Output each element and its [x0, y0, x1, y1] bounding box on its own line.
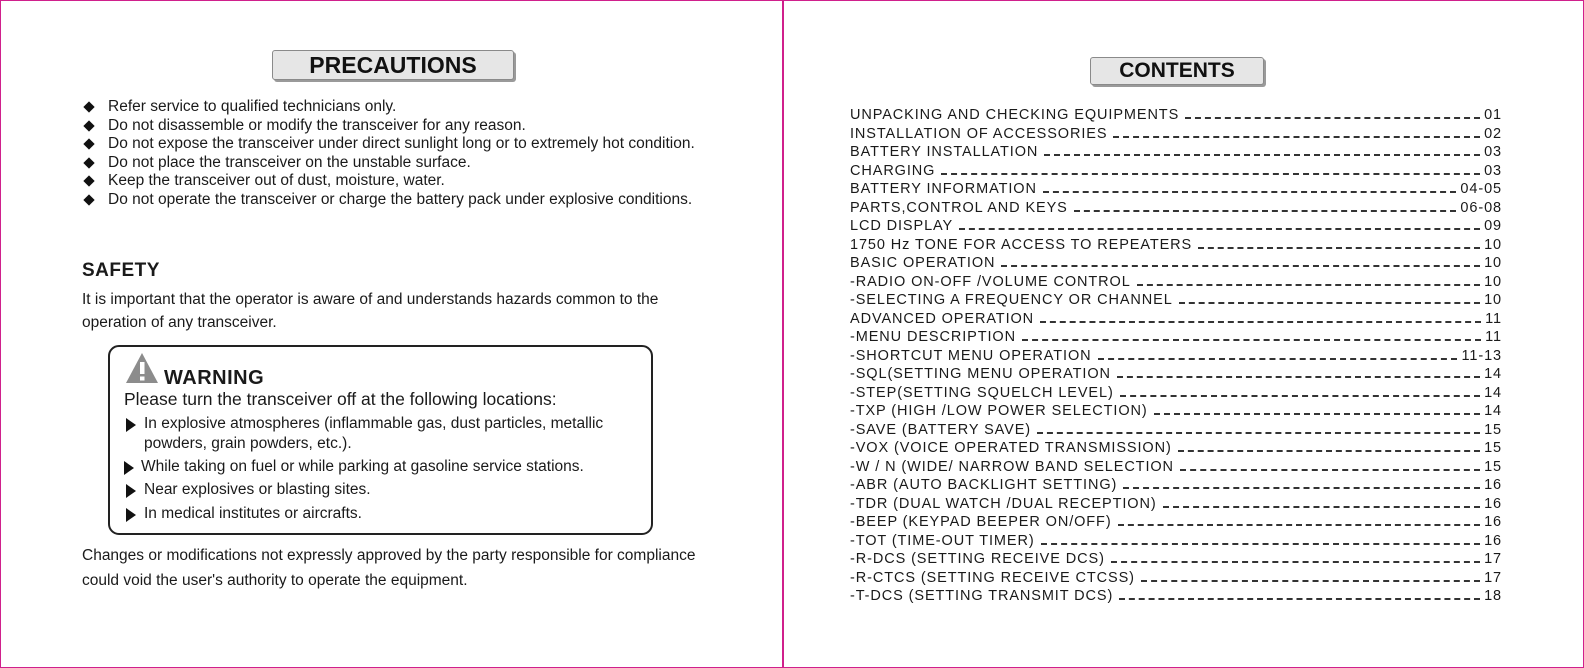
toc-entry-title: CHARGING — [850, 162, 936, 179]
toc-entry-page: 10 — [1484, 236, 1502, 253]
diamond-bullet-icon — [83, 194, 94, 205]
toc-entry — [850, 496, 1502, 515]
toc-entry-page: 10 — [1484, 292, 1502, 308]
toc-entry-page: 16 — [1484, 514, 1502, 530]
toc-entry-page: 14 — [1484, 366, 1502, 382]
toc-entry — [850, 533, 1502, 552]
toc-entry — [850, 403, 1502, 422]
toc-entry — [850, 440, 1502, 459]
toc-entry-title: -TOT (TIME-OUT TIMER) — [850, 532, 1035, 549]
safety-heading: SAFETY — [82, 260, 160, 281]
right-page — [784, 0, 1584, 668]
precautions-title: PRECAUTIONS — [272, 50, 514, 80]
triangle-bullet-icon — [126, 484, 136, 498]
toc-entry-title: ADVANCED OPERATION — [850, 310, 1035, 327]
left-page — [0, 0, 782, 668]
toc-entry — [850, 477, 1502, 496]
toc-entry-title: -TXP (HIGH /LOW POWER SELECTION) — [850, 403, 1148, 419]
list-item: Do not place the transceiver on the unstable surface. — [82, 154, 722, 173]
diamond-bullet-icon — [83, 175, 94, 186]
toc-entry-title: -BEEP (KEYPAD BEEPER ON/OFF) — [850, 514, 1112, 530]
toc-entry — [850, 255, 1502, 274]
toc-entry-title: -SELECTING A FREQUENCY OR CHANNEL — [850, 292, 1173, 308]
toc-leader-dots — [1141, 580, 1480, 582]
toc-entry-page: 10 — [1484, 255, 1502, 271]
toc-entry-page: 18 — [1484, 588, 1502, 604]
toc-entry-page: 14 — [1484, 384, 1502, 401]
toc-entry-page: 06-08 — [1460, 199, 1502, 216]
toc-entry-page: 11 — [1485, 310, 1502, 327]
toc-entry-title: -RADIO ON-OFF /VOLUME CONTROL — [850, 273, 1131, 290]
toc-leader-dots — [1043, 191, 1457, 193]
contents-title: CONTENTS — [1090, 57, 1264, 85]
toc-entry-page: 03 — [1484, 162, 1502, 179]
list-item: Refer service to qualified technicians only. — [82, 98, 722, 117]
toc-entry-page: 17 — [1484, 569, 1502, 586]
toc-leader-dots — [1118, 524, 1481, 526]
warning-lead: Please turn the transceiver off at the following locations: — [124, 389, 557, 409]
toc-entry-page: 15 — [1484, 421, 1502, 438]
list-item: Do not operate the transceiver or charge the battery pack under explosive conditions. — [82, 191, 722, 210]
toc-entry — [850, 237, 1502, 256]
toc-entry-page: 02 — [1484, 125, 1502, 142]
toc-leader-dots — [1117, 376, 1480, 378]
toc-leader-dots — [1154, 413, 1480, 415]
toc-leader-dots — [1185, 117, 1480, 119]
contents-list — [850, 107, 1502, 607]
toc-leader-dots — [1113, 136, 1480, 138]
toc-entry-page: 17 — [1484, 551, 1502, 567]
toc-entry-title: -VOX (VOICE OPERATED TRANSMISSION) — [850, 440, 1172, 456]
toc-entry-title: PARTS,CONTROL AND KEYS — [850, 199, 1068, 216]
toc-entry — [850, 459, 1502, 478]
toc-entry — [850, 551, 1502, 570]
diamond-bullet-icon — [83, 101, 94, 112]
toc-entry — [850, 200, 1502, 219]
toc-entry — [850, 163, 1502, 182]
toc-entry-page: 16 — [1484, 477, 1502, 493]
toc-entry-page: 01 — [1484, 107, 1502, 123]
toc-leader-dots — [1022, 339, 1481, 341]
toc-leader-dots — [941, 173, 1480, 175]
toc-entry-title: -TDR (DUAL WATCH /DUAL RECEPTION) — [850, 495, 1157, 512]
toc-entry-title: -ABR (AUTO BACKLIGHT SETTING) — [850, 477, 1118, 493]
toc-entry-page: 16 — [1484, 532, 1502, 549]
toc-entry — [850, 218, 1502, 237]
toc-leader-dots — [1001, 265, 1480, 267]
diamond-bullet-icon — [83, 120, 94, 131]
toc-entry — [850, 348, 1502, 367]
toc-leader-dots — [1041, 543, 1480, 545]
toc-entry — [850, 126, 1502, 145]
toc-entry-title: INSTALLATION OF ACCESSORIES — [850, 125, 1108, 142]
toc-leader-dots — [1179, 302, 1480, 304]
toc-entry-page: 11 — [1485, 329, 1502, 345]
list-item: Keep the transceiver out of dust, moisture, water. — [82, 172, 722, 191]
toc-entry — [850, 385, 1502, 404]
toc-leader-dots — [1198, 247, 1480, 249]
toc-entry-title: -R-CTCS (SETTING RECEIVE CTCSS) — [850, 569, 1135, 586]
toc-entry-title: -W / N (WIDE/ NARROW BAND SELECTION — [850, 458, 1174, 475]
toc-entry-title: 1750 Hz TONE FOR ACCESS TO REPEATERS — [850, 236, 1193, 253]
toc-entry — [850, 514, 1502, 533]
toc-entry-title: -STEP(SETTING SQUELCH LEVEL) — [850, 384, 1114, 401]
toc-entry — [850, 570, 1502, 589]
diamond-bullet-icon — [83, 157, 94, 168]
toc-leader-dots — [959, 228, 1480, 230]
toc-entry-page: 14 — [1484, 403, 1502, 419]
toc-leader-dots — [1119, 598, 1480, 600]
warning-box: WARNING Please turn the transceiver off at the following locations: In explosive atmospheres (inflammable gas, dust particles, metallic powders, grain powders, etc.). While taking on fuel or while parking at gasoline service stations. Near explosives or blasting sites. In medical institutes or aircrafts. — [108, 345, 653, 535]
toc-entry — [850, 107, 1502, 126]
toc-entry-title: BATTERY INFORMATION — [850, 181, 1037, 197]
toc-leader-dots — [1120, 395, 1480, 397]
toc-leader-dots — [1037, 432, 1480, 434]
toc-entry-title: BASIC OPERATION — [850, 255, 996, 271]
toc-entry-page: 15 — [1484, 458, 1502, 475]
toc-entry — [850, 144, 1502, 163]
triangle-bullet-icon — [124, 461, 134, 475]
toc-entry-page: 10 — [1484, 273, 1502, 290]
toc-leader-dots — [1180, 469, 1480, 471]
toc-entry-title: BATTERY INSTALLATION — [850, 144, 1039, 160]
triangle-bullet-icon — [126, 418, 136, 432]
toc-entry — [850, 588, 1502, 607]
toc-leader-dots — [1178, 450, 1480, 452]
toc-entry-title: LCD DISPLAY — [850, 218, 954, 234]
diamond-bullet-icon — [83, 138, 94, 149]
toc-entry-title: -MENU DESCRIPTION — [850, 329, 1016, 345]
toc-leader-dots — [1111, 561, 1480, 563]
toc-entry — [850, 366, 1502, 385]
toc-leader-dots — [1137, 284, 1480, 286]
toc-entry-page: 03 — [1484, 144, 1502, 160]
warning-triangle-icon — [124, 351, 160, 385]
precautions-list — [82, 98, 722, 209]
toc-leader-dots — [1044, 154, 1480, 156]
toc-entry-title: -SHORTCUT MENU OPERATION — [850, 347, 1092, 364]
toc-entry — [850, 181, 1502, 200]
warning-title: WARNING — [164, 367, 265, 389]
toc-entry — [850, 311, 1502, 330]
toc-entry-page: 16 — [1484, 495, 1502, 512]
safety-text: It is important that the operator is aware of and understands hazards common to the operation of any transceiver. — [82, 291, 659, 331]
toc-leader-dots — [1074, 210, 1457, 212]
toc-entry — [850, 422, 1502, 441]
toc-leader-dots — [1123, 487, 1480, 489]
toc-entry — [850, 329, 1502, 348]
toc-leader-dots — [1098, 358, 1458, 360]
list-item: Do not disassemble or modify the transceiver for any reason. — [82, 117, 722, 136]
toc-entry-title: -SAVE (BATTERY SAVE) — [850, 421, 1032, 438]
toc-entry-page: 11-13 — [1461, 347, 1502, 364]
toc-leader-dots — [1040, 321, 1481, 323]
toc-entry-title: -T-DCS (SETTING TRANSMIT DCS) — [850, 588, 1114, 604]
list-item: Do not expose the transceiver under direct sunlight long or to extremely hot condition. — [82, 135, 722, 154]
toc-entry-title: UNPACKING AND CHECKING EQUIPMENTS — [850, 107, 1180, 123]
toc-entry-page: 15 — [1484, 440, 1502, 456]
changes-text: Changes or modifications not expressly approved by the party responsible for compliance could void the user's authority to operate the equipment. — [82, 547, 696, 589]
toc-entry-title: -R-DCS (SETTING RECEIVE DCS) — [850, 551, 1105, 567]
toc-entry-title: -SQL(SETTING MENU OPERATION — [850, 366, 1111, 382]
toc-entry — [850, 274, 1502, 293]
toc-entry-page: 04-05 — [1460, 181, 1502, 197]
toc-leader-dots — [1163, 506, 1481, 508]
toc-entry-page: 09 — [1484, 218, 1502, 234]
triangle-bullet-icon — [126, 508, 136, 522]
toc-entry — [850, 292, 1502, 311]
